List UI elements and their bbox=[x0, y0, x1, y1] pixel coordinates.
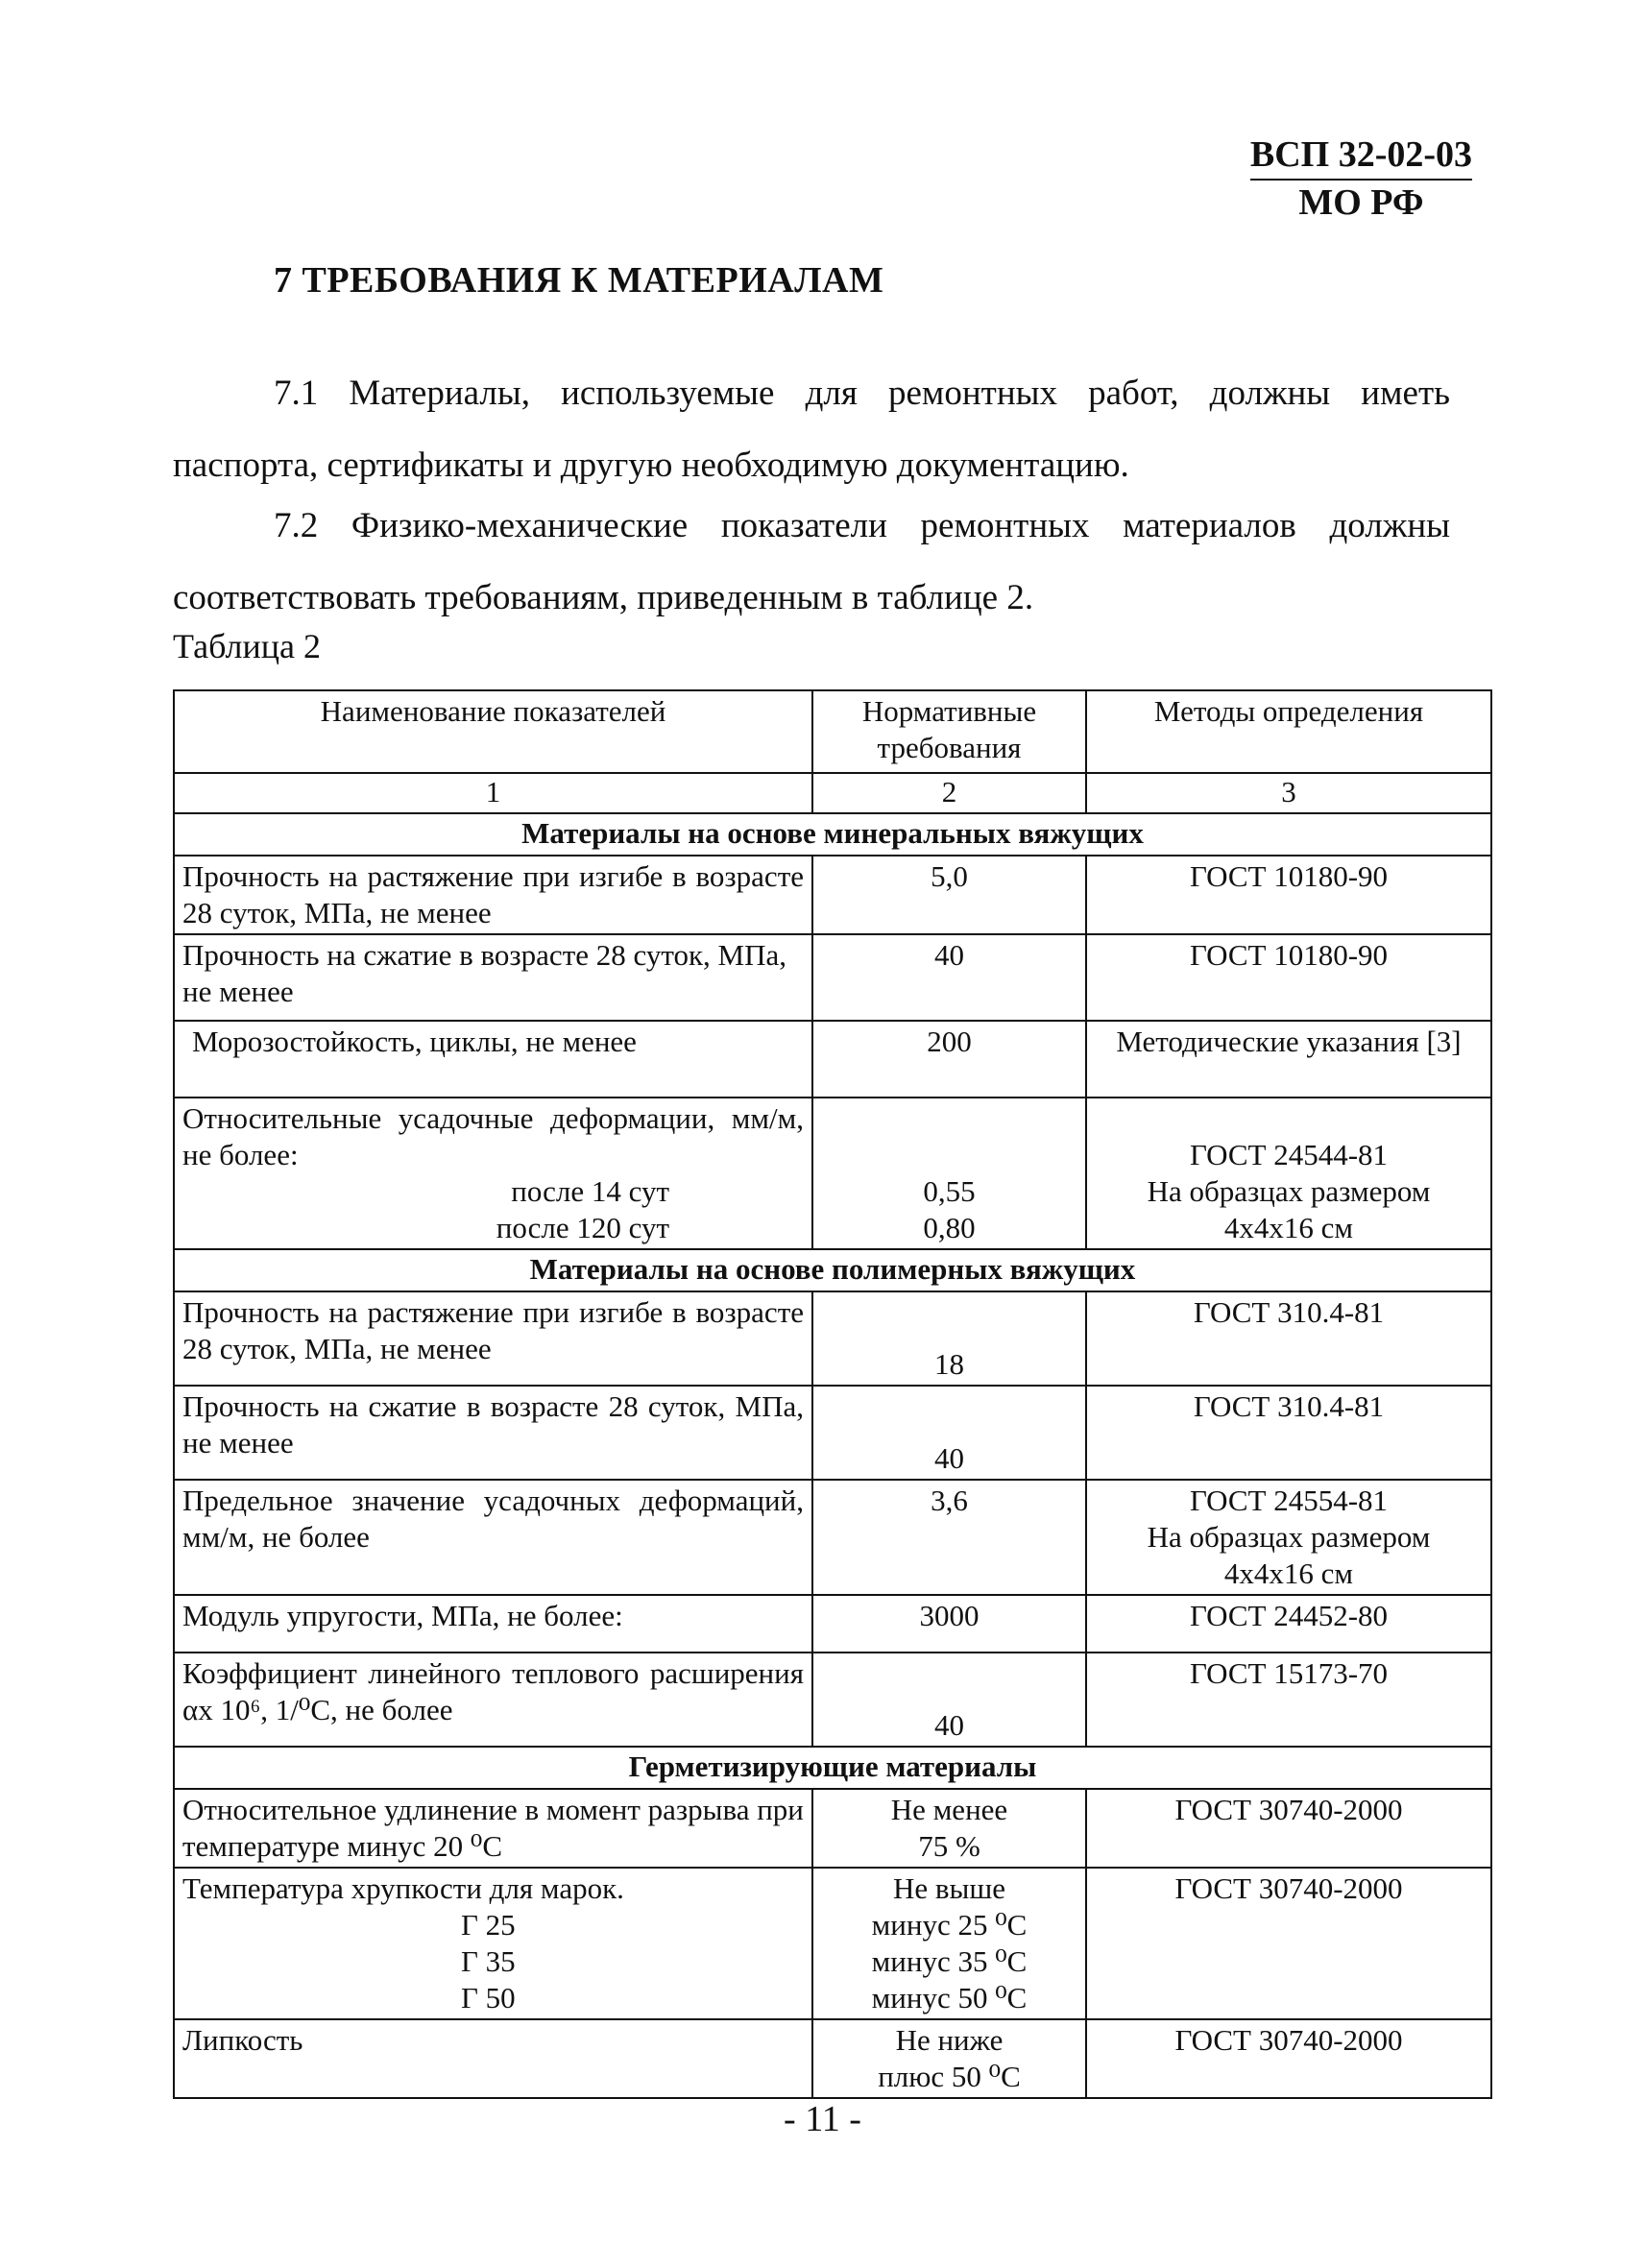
table-row bbox=[174, 1653, 1491, 1747]
norm-value: 75 % bbox=[918, 1829, 980, 1863]
mark-label: Г 25 bbox=[461, 1908, 516, 1942]
norm-value: 40 bbox=[812, 934, 1086, 1021]
section-heading-sealing: Герметизирующие материалы bbox=[174, 1747, 1491, 1789]
indicator-subitem: после 120 сут bbox=[496, 1211, 669, 1244]
method-value: ГОСТ 24554-81 bbox=[1189, 1484, 1389, 1517]
method-value: ГОСТ 30740-2000 bbox=[1086, 1789, 1491, 1868]
indicator-name: Прочность на сжатие в возрасте 28 суток, МПа, не менее bbox=[174, 1386, 812, 1480]
method-value: ГОСТ 24452-80 bbox=[1086, 1595, 1491, 1653]
indicator-cell bbox=[174, 1868, 812, 2019]
table-row bbox=[174, 856, 1491, 934]
norm-value: 5,0 bbox=[812, 856, 1086, 934]
method-value: ГОСТ 24544-81 bbox=[1189, 1138, 1389, 1171]
page-number: - 11 - bbox=[784, 2099, 861, 2139]
indicator-name: Предельное значение усадочных деформаций, мм/м, не более bbox=[174, 1480, 812, 1595]
section-row bbox=[174, 813, 1491, 856]
indicator-name: Прочность на растяжение при изгибе в возрасте 28 суток, МПа, не менее bbox=[174, 856, 812, 934]
norm-value: минус 35 ⁰С bbox=[871, 1944, 1028, 1978]
header-norm: Нормативные требования bbox=[812, 690, 1086, 773]
method-note: 4х4х16 см bbox=[1223, 1211, 1354, 1244]
indicator-name: Прочность на сжатие в возрасте 28 суток, МПа, не менее bbox=[174, 934, 812, 1021]
norm-value: 3,6 bbox=[812, 1480, 1086, 1595]
indicator-name: Относительные усадочные деформации, мм/м, не более: bbox=[182, 1101, 804, 1171]
indicator-name: Липкость bbox=[174, 2019, 812, 2098]
col-number: 2 bbox=[812, 773, 1086, 813]
norm-value: 18 bbox=[812, 1291, 1086, 1386]
mark-label: Г 35 bbox=[461, 1944, 516, 1978]
column-number-row bbox=[174, 773, 1491, 813]
section-heading-mineral: Материалы на основе минеральных вяжущих bbox=[174, 813, 1491, 856]
paragraph-7-2: 7.2 Физико-механические показатели ремонтных материалов должны соответствовать требованиям, приведенным в таблице 2. bbox=[173, 506, 1450, 617]
table-row bbox=[174, 934, 1491, 1021]
method-value: ГОСТ 30740-2000 bbox=[1086, 1868, 1491, 2019]
method-value: Методические указания [3] bbox=[1086, 1021, 1491, 1098]
section-heading-polymer: Материалы на основе полимерных вяжущих bbox=[174, 1249, 1491, 1291]
table-header-row bbox=[174, 690, 1491, 773]
method-value: ГОСТ 10180-90 bbox=[1086, 934, 1491, 1021]
col-number: 1 bbox=[174, 773, 812, 813]
table-row bbox=[174, 1021, 1491, 1098]
method-note: 4х4х16 см bbox=[1223, 1556, 1354, 1590]
norm-value: Не менее bbox=[890, 1793, 1008, 1826]
norm-cell bbox=[812, 1098, 1086, 1249]
norm-value: 0,55 bbox=[923, 1174, 976, 1208]
norm-cell bbox=[812, 2019, 1086, 2098]
indicator-subitem: после 14 сут bbox=[511, 1174, 669, 1208]
table-row bbox=[174, 2019, 1491, 2098]
method-note: На образцах размером bbox=[1147, 1520, 1431, 1554]
paragraph-7-1: 7.1 Материалы, используемые для ремонтных работ, должны иметь паспорта, сертификаты и другую необходимую документацию. bbox=[173, 374, 1450, 485]
section-title: 7 ТРЕБОВАНИЯ К МАТЕРИАЛАМ bbox=[274, 260, 884, 301]
method-value: ГОСТ 310.4-81 bbox=[1086, 1291, 1491, 1386]
col-number: 3 bbox=[1086, 773, 1491, 813]
mark-label: Г 50 bbox=[461, 1981, 516, 2015]
indicator-name: Морозостойкость, циклы, не менее bbox=[174, 1021, 812, 1098]
method-value: ГОСТ 10180-90 bbox=[1086, 856, 1491, 934]
table-row bbox=[174, 1386, 1491, 1480]
method-cell bbox=[1086, 1098, 1491, 1249]
table-row bbox=[174, 1595, 1491, 1653]
indicator-name: Относительное удлинение в момент разрыва при температуре минус 20 ⁰С bbox=[174, 1789, 812, 1868]
document-code bbox=[1250, 133, 1472, 225]
indicator-name: Прочность на растяжение при изгибе в возрасте 28 суток, МПа, не менее bbox=[174, 1291, 812, 1386]
indicator-name: Температура хрупкости для марок. bbox=[182, 1871, 624, 1905]
table-row bbox=[174, 1098, 1491, 1249]
table-caption: Таблица 2 bbox=[173, 627, 321, 665]
header-method: Методы определения bbox=[1086, 690, 1491, 773]
method-value: ГОСТ 310.4-81 bbox=[1086, 1386, 1491, 1480]
section-row bbox=[174, 1249, 1491, 1291]
method-note: На образцах размером bbox=[1147, 1174, 1431, 1208]
header-name: Наименование показателей bbox=[174, 690, 812, 773]
method-value: ГОСТ 30740-2000 bbox=[1086, 2019, 1491, 2098]
norm-value: плюс 50 ⁰С bbox=[878, 2060, 1021, 2093]
section-row bbox=[174, 1747, 1491, 1789]
norm-value: 3000 bbox=[812, 1595, 1086, 1653]
norm-value: 40 bbox=[812, 1386, 1086, 1480]
requirements-table bbox=[173, 689, 1492, 2099]
norm-value: 200 bbox=[812, 1021, 1086, 1098]
standard-number: ВСП 32-02-03 bbox=[1250, 133, 1472, 181]
method-value: ГОСТ 15173-70 bbox=[1086, 1653, 1491, 1747]
indicator-name: Модуль упругости, МПа, не более: bbox=[174, 1595, 812, 1653]
norm-value: минус 25 ⁰С bbox=[871, 1908, 1028, 1942]
table-row bbox=[174, 1291, 1491, 1386]
norm-value: 0,80 bbox=[923, 1211, 976, 1244]
table-row bbox=[174, 1480, 1491, 1595]
table-row bbox=[174, 1789, 1491, 1868]
norm-value: 40 bbox=[812, 1653, 1086, 1747]
organization: МО РФ bbox=[1298, 182, 1424, 223]
norm-value: Не выше bbox=[893, 1871, 1005, 1905]
norm-value: минус 50 ⁰С bbox=[871, 1981, 1028, 2015]
method-cell bbox=[1086, 1480, 1491, 1595]
indicator-name: Коэффициент линейного теплового расширения αх 10⁶, 1/⁰С, не более bbox=[174, 1653, 812, 1747]
norm-cell bbox=[812, 1868, 1086, 2019]
norm-cell bbox=[812, 1789, 1086, 1868]
indicator-cell bbox=[174, 1098, 812, 1249]
table-row bbox=[174, 1868, 1491, 2019]
norm-value: Не ниже bbox=[895, 2023, 1004, 2057]
